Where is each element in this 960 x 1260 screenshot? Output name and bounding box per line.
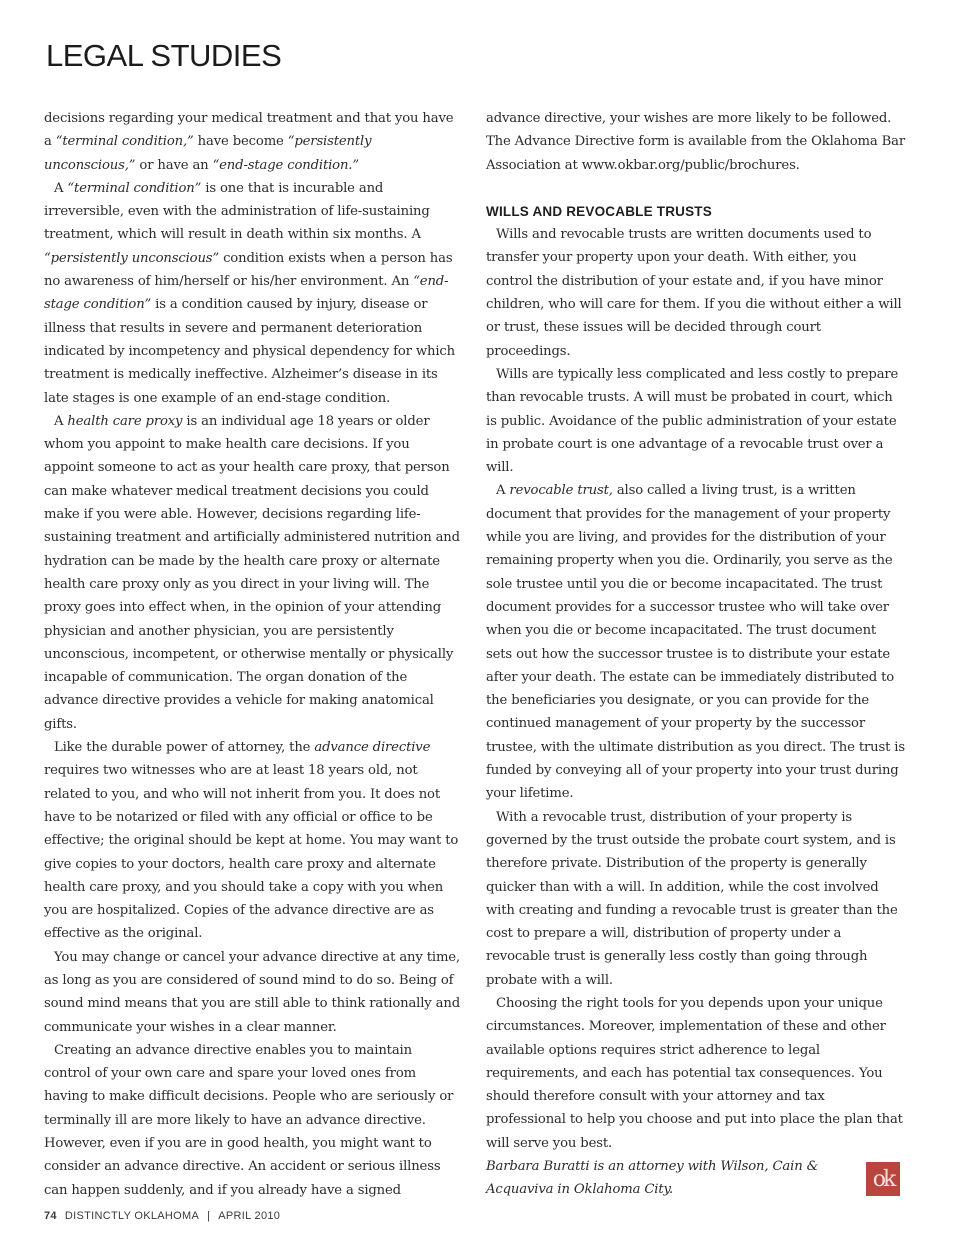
paragraph: Wills are typically less complicated and less costly to prepare than revocable trusts. A will must be probated in court, which is public. Avoidance of the public administration of your estate in probate court is one advantage of a revocable trust over a will. (486, 366, 899, 476)
page-footer (44, 1210, 280, 1222)
page-number: 74 (44, 1210, 57, 1222)
paragraph: You may change or cancel your advance directive at any time, as long as you are considered of sound mind to do so. Being of sound mind means that you are still able to think rationally and communicate your wishes in a clear manner. (44, 949, 460, 1035)
paragraph: Wills and revocable trusts are written documents used to transfer your property upon your death. With either, you control the distribution of your estate and, if you have minor children, who will care for them. If you die without either a will or trust, these issues will be decided through court proceedings. (486, 227, 902, 359)
paragraph: A revocable trust, also called a living trust, is a written document that provides for the management of your property while you are living, and provides for the distribution of your remaining property when you die. Ordinarily, you serve as the sole trustee until you die or become incapacitated. The trust document provides for a successor trustee who will take over when you die or become incapacitated. The trust document sets out how the successor trustee is to distribute your estate after your death. The estate can be immediately distributed to the beneficiaries you designate, or you can provide for the continued management of your property by the successor trustee, with the ultimate distribution as you direct. The trust is funded by conveying all of your property into your trust during your lifetime. (486, 483, 905, 802)
paragraph: decisions regarding your medical treatment and that you have a “terminal condition,” have become “persistently unconscious,” or have an “end-stage condition.” (44, 111, 454, 173)
paragraph: A “terminal condition” is one that is incurable and irreversible, even with the administration of life-sustaining treatment, which will result in death within six months. A “persistently unconscious” condition exists when a person has no awareness of him/herself or his/her environment. An “end-stage condition” is a condition caused by injury, disease or illness that results in severe and permanent deterioration indicated by incompetency and physical dependency for which treatment is medically ineffective. Alzheimer’s disease in its late stages is one example of an end-stage condition. (44, 180, 455, 406)
issue-date: APRIL 2010 (218, 1210, 281, 1222)
paragraph: Creating an advance directive enables you to maintain control of your own care and spare your loved ones from having to make difficult decisions. People who are seriously or terminally ill are more likely to have an advance directive. However, even if you are in good health, you might want to consider an advance directive. An accident or serious illness can happen suddenly, and if you already have a signed (44, 1042, 454, 1198)
author-bio: Barbara Buratti is an attorney with Wilson, Cain & Acquaviva in Oklahoma City. (486, 1159, 819, 1198)
subheading-wills-and-trusts: WILLS AND REVOCABLE TRUSTS (486, 203, 712, 219)
footer-separator: | (207, 1210, 211, 1222)
section-title: LEGAL STUDIES (46, 38, 282, 73)
ok-logo-icon: ok (866, 1162, 900, 1196)
paragraph: Choosing the right tools for you depends upon your unique circumstances. Moreover, implementation of these and other available options requires strict adherence to legal requirements, and each has potential tax consequences. You should therefore consult with your attorney and tax professional to help you choose and put into place the plan that will serve you best. (486, 995, 903, 1151)
paragraph: A health care proxy is an individual age 18 years or older whom you appoint to make health care decisions. If you appoint someone to act as your health care proxy, that person can make whatever medical treatment decisions you could make if you were able. However, decisions regarding life-sustaining treatment and artificially administered nutrition and hydration can be made by the health care proxy or alternate health care proxy only as you direct in your living will. The proxy goes into effect when, in the opinion of your attending physician and another physician, you are persistently unconscious, incompetent, or otherwise mentally or physically incapable of communication. The organ donation of the advance directive provides a vehicle for making anatomical gifts. (44, 413, 460, 732)
paragraph: Like the durable power of attorney, the advance directive requires two witnesses who are at least 18 years old, not related to you, and who will not inherit from you. It does not have to be notarized or filed with any official or office to be effective; the original should be kept at home. You may want to give copies to your doctors, health care proxy and alternate health care proxy, and you should take a copy with you when you are hospitalized. Copies of the advance directive are as effective as the original. (44, 740, 459, 942)
paragraph: advance directive, your wishes are more likely to be followed. The Advance Directive form is available from the Oklahoma Bar Association at www.okbar.org/public/brochures. (486, 111, 906, 173)
right-column (486, 107, 906, 1202)
left-column (44, 107, 462, 1202)
paragraph: With a revocable trust, distribution of your property is governed by the trust outside the probate court system, and is therefore private. Distribution of the property is generally quicker than with a will. In addition, while the cost involved with creating and funding a revocable trust is greater than the cost to prepare a will, distribution of property under a revocable trust is generally less costly than going through probate with a will. (486, 809, 898, 988)
magazine-name: DISTINCTLY OKLAHOMA (64, 1210, 200, 1222)
